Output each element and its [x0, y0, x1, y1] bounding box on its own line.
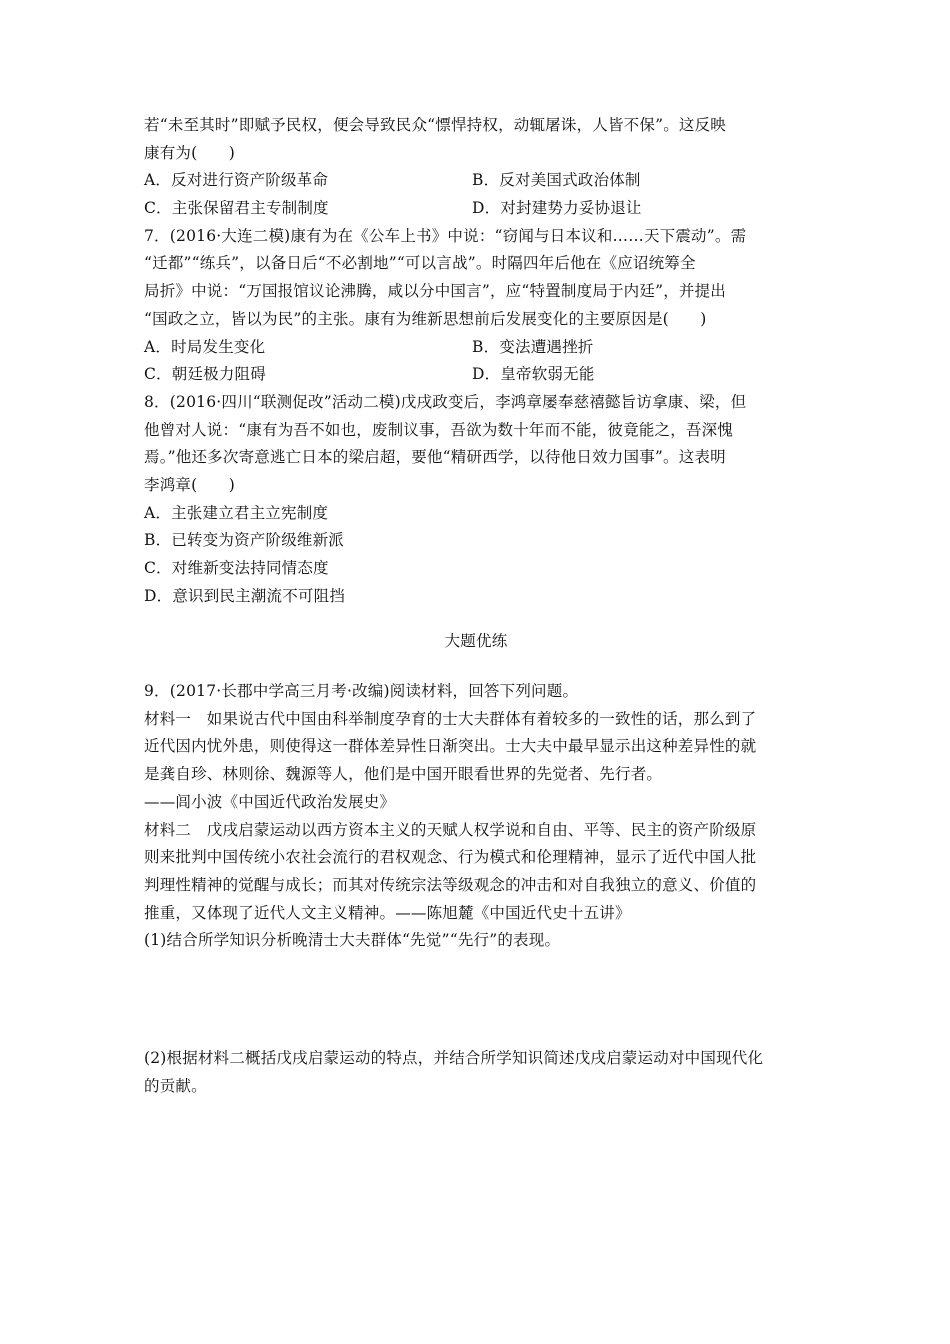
material-one-line: 是龚自珍、林则徐、魏源等人，他们是中国开眼看世界的先觉者、先行者。 [144, 765, 663, 784]
question-stem-line: 他曾对人说：“康有为吾不如也，废制议事，吾欲为数十年而不能，彼竟能之，吾深愧 [144, 420, 734, 439]
question-8 [144, 389, 808, 611]
material-two-line: 则来批判中国传统小农社会流行的君权观念、行为模式和伦理精神，显示了近代中国人批 [144, 848, 757, 867]
question-stem-line: “迁都”“练兵”，以备日后“不必割地”“可以言战”。时隔四年后他在《应诏统筹全 [144, 254, 696, 273]
section-title: 大题优练 [444, 632, 508, 651]
question-stem-line: 焉。”他还多次寄意逃亡日本的梁启超，要他“精研西学，以待他日效力国事”。这表明 [144, 448, 726, 467]
question-7 [144, 223, 808, 389]
question-6 [144, 112, 808, 223]
question-9 [144, 678, 808, 1100]
material-one-line: 近代因内忧外患，则使得这一群体差异性日渐突出。士大夫中最早显示出这种差异性的就 [144, 737, 757, 756]
option-b: B．反对美国式政治体制 [472, 171, 641, 190]
material-one-source: ——闾小波《中国近代政治发展史》 [144, 792, 396, 811]
document-page [144, 112, 808, 1100]
question-stem-line: 8．(2016·四川“联测促改”活动二模)戊戌政变后，李鸿章屡奉慈禧懿旨访拿康、梁，但 [144, 392, 747, 411]
question-stem-line: 李鸿章( ) [144, 475, 235, 494]
question-stem-line: “国政之立，皆以为民”的主张。康有为维新思想前后发展变化的主要原因是( ) [144, 309, 707, 328]
option-a: A．主张建立君主立宪制度 [144, 503, 329, 522]
option-c: C．对维新变法持同情态度 [144, 559, 329, 577]
material-one-line: 材料一 如果说古代中国由科举制度孕育的士大夫群体有着较多的一致性的话，那么到了 [144, 709, 757, 728]
sub-question-2: 的贡献。 [144, 1076, 207, 1095]
sub-question-1: (1)结合所学知识分析晚清士大夫群体“先觉”“先行”的表现。 [144, 931, 561, 950]
question-stem-line: 康有为( ) [144, 143, 235, 162]
sub-question-2: (2)根据材料二概括戊戌启蒙运动的特点，并结合所学知识简述戊戌启蒙运动对中国现代化 [144, 1048, 764, 1067]
question-stem-line: 7．(2016·大连二模)康有为在《公车上书》中说：“窃闻与日本议和……天下震动”。需 [144, 226, 747, 245]
option-d: D．对封建势力妥协退让 [472, 199, 642, 218]
option-b: B．变法遭遇挫折 [472, 337, 594, 356]
material-two-line: 材料二 戊戌启蒙运动以西方资本主义的天赋人权学说和自由、平等、民主的资产阶级原 [144, 820, 757, 839]
question-stem: 9．(2017·长郡中学高三月考·改编)阅读材料，回答下列问题。 [144, 682, 579, 701]
option-a: A．时局发生变化 [144, 337, 266, 356]
option-d: D．意识到民主潮流不可阻挡 [144, 586, 346, 605]
material-two-line: 推重，又体现了近代人文主义精神。——陈旭麓《中国近代史十五讲》 [144, 903, 631, 922]
question-stem-line: 局折》中说：“万国报馆议论沸腾，咸以分中国言”，应“特置制度局于内廷”，并提出 [144, 282, 726, 301]
question-stem-line: 若“未至其时”即赋予民权，便会导致民众“慓悍持权，动辄屠诛，人皆不保”。这反映 [144, 116, 726, 134]
material-two-line: 判理性精神的觉醒与成长；而其对传统宗法等级观念的冲击和对自我独立的意义、价值的 [144, 875, 757, 894]
option-c: C．朝廷极力阻碍 [144, 365, 266, 384]
option-d: D．皇帝软弱无能 [472, 365, 595, 384]
option-b: B．已转变为资产阶级维新派 [144, 531, 344, 550]
option-c: C．主张保留君主专制制度 [144, 199, 329, 218]
answer-space [144, 955, 808, 1045]
option-a: A．反对进行资产阶级革命 [144, 171, 329, 190]
